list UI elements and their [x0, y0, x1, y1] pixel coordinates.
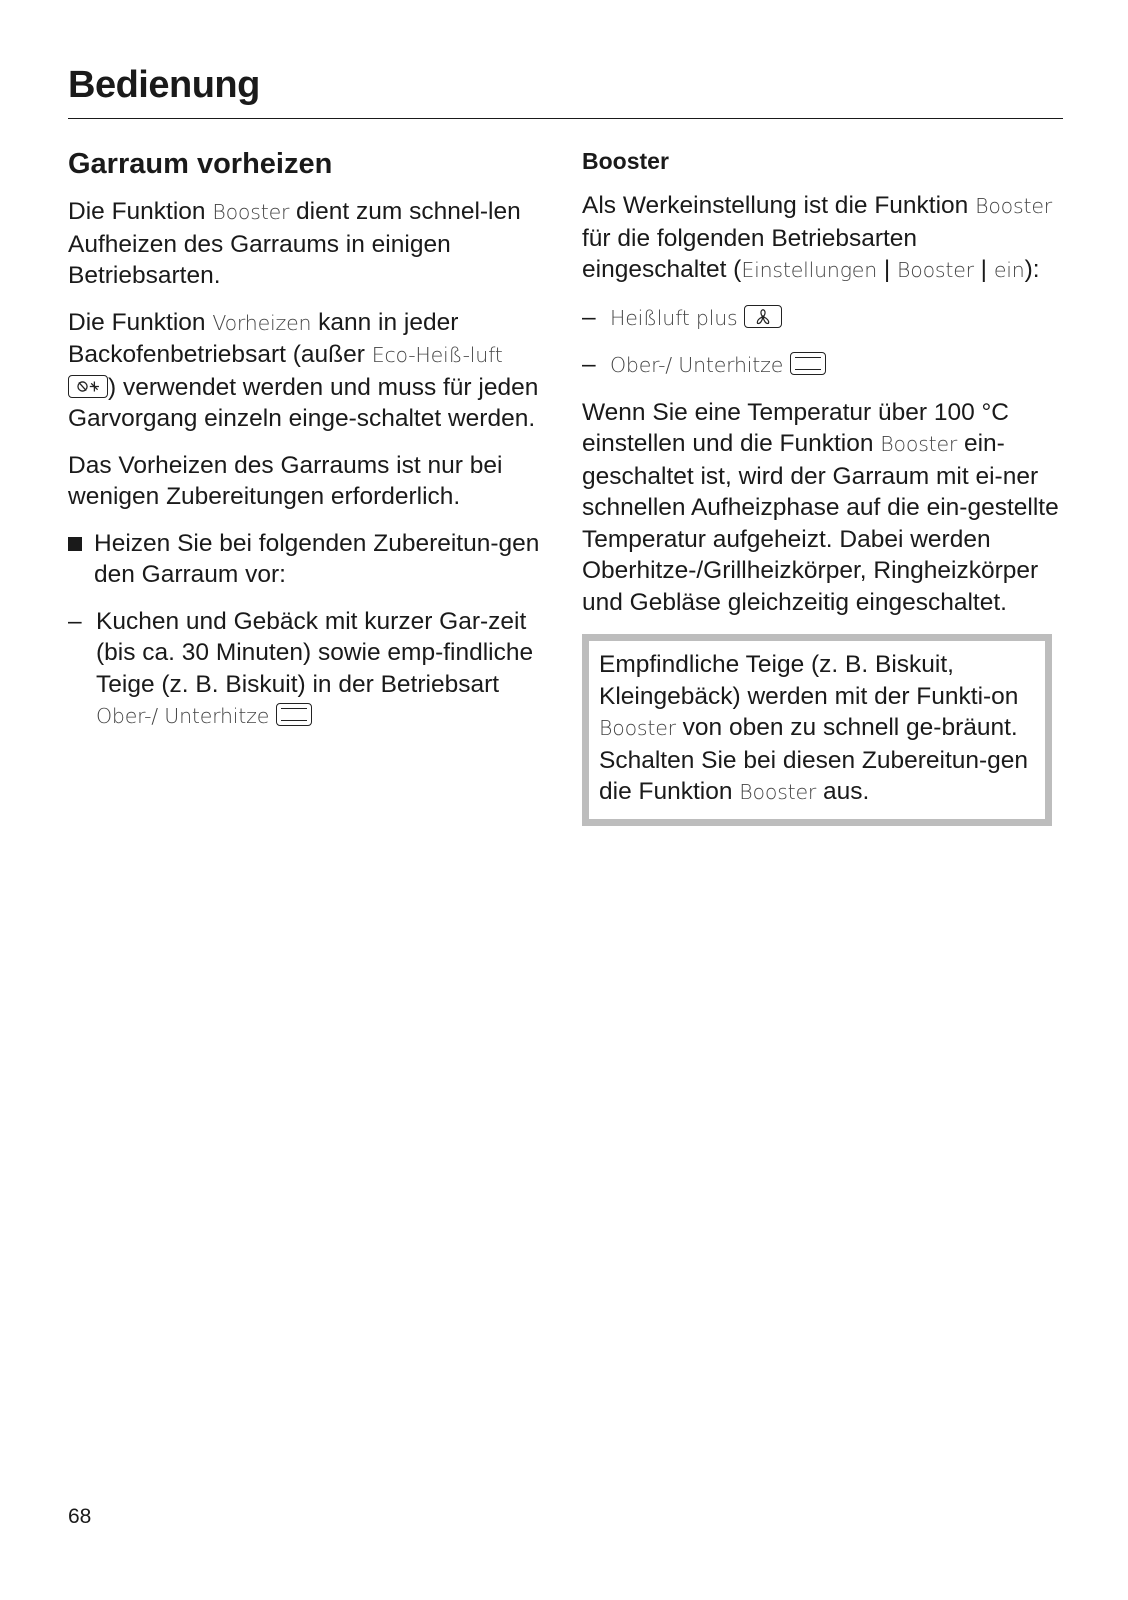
- display-text-booster: Booster: [975, 194, 1052, 218]
- notice-text-empfindliche-teige: Empfindliche Teige (z. B. Biskuit, Kleingebäck) werden mit der Funkti-on Booster von oben zu schnell ge-bräunt.: [599, 651, 1019, 741]
- list-item-heissluft-plus: [582, 302, 1068, 335]
- bullet-square-icon: [68, 537, 82, 551]
- paragraph-booster-temperatur: Wenn Sie eine Temperatur über 100 °C einstellen und die Funktion Booster ein-geschaltet ist, wird der Garraum mit ei-ner schnellen Aufheizphase auf die ein-gestellte Temperatur aufgeheizt. Dabei werden Oberhitze-/Grillheizkörper, Ringheizkörper und Gebläse gleichzeitig eingeschaltet.: [582, 398, 1059, 616]
- paragraph-booster-intro: Die Funktion Booster dient zum schnel-len Aufheizen des Garraums in einigen Betriebsarten.: [68, 198, 521, 289]
- display-text-booster-menu: Booster: [897, 258, 974, 282]
- list-item-kuchen: – Kuchen und Gebäck mit kurzer Gar-zeit (bis ca. 30 Minuten) sowie emp-findliche Teige (z. B. Biskuit) in der Betriebsart Ober-/ Unterhitze: [68, 607, 534, 728]
- instruction-item: Heizen Sie bei folgenden Zubereitun-gen den Garraum vor:: [68, 528, 546, 591]
- page-header-title: Bedienung: [68, 64, 260, 106]
- ober-unterhitze-icon: [790, 352, 826, 375]
- display-text-booster: Booster: [599, 716, 676, 740]
- paragraph-vorheizen: Die Funktion Vorheizen kann in jeder Backofenbetriebsart (außer Eco-Heiß-luft ) verwendet werden und muss für jeden Garvorgang einzeln einge-schaltet werden.: [68, 308, 539, 432]
- dash-marker: –: [582, 303, 596, 331]
- notice-text-booster-aus: Schalten Sie bei diesen Zubereitun-gen die Funktion Booster aus.: [599, 746, 1029, 805]
- right-column: [582, 146, 1068, 826]
- display-text-ober-unterhitze: Ober-/ Unterhitze: [610, 353, 784, 377]
- notice-box: [582, 634, 1052, 826]
- display-text-booster: Booster: [212, 200, 290, 224]
- ober-unterhitze-icon: [276, 703, 312, 726]
- page-number: 68: [68, 1505, 92, 1528]
- dash-marker: –: [68, 607, 82, 635]
- header-divider: [68, 118, 1063, 119]
- section-title-garraum-vorheizen: Garraum vorheizen: [68, 148, 333, 180]
- display-text-booster: Booster: [880, 432, 958, 456]
- display-text-eco-heissluft: Eco-Heiß-luft: [371, 343, 503, 367]
- list-item-ober-unterhitze: [582, 349, 1068, 382]
- display-text-einstellungen: Einstellungen: [741, 258, 878, 282]
- display-text-ein: ein: [993, 258, 1025, 282]
- display-text-vorheizen: Vorheizen: [212, 310, 312, 335]
- display-text-booster: Booster: [739, 780, 817, 804]
- paragraph-werkeinstellung: Als Werkeinstellung ist die Funktion Booster für die folgenden Betriebsarten eingeschaltet (Einstellungen | Booster | ein):: [582, 192, 1052, 283]
- dash-marker: –: [582, 351, 596, 378]
- display-text-ober-unterhitze: Ober-/ Unterhitze: [96, 704, 270, 728]
- section-title-booster: Booster: [582, 148, 669, 174]
- paragraph-vorheizen-selten: Das Vorheizen des Garraums ist nur bei wenigen Zubereitungen erforderlich.: [68, 451, 503, 510]
- left-column: [68, 146, 546, 733]
- eco-heissluft-icon: [68, 375, 108, 398]
- display-text-heissluft-plus: Heißluft plus: [610, 305, 738, 330]
- heissluft-fan-icon: [744, 305, 782, 328]
